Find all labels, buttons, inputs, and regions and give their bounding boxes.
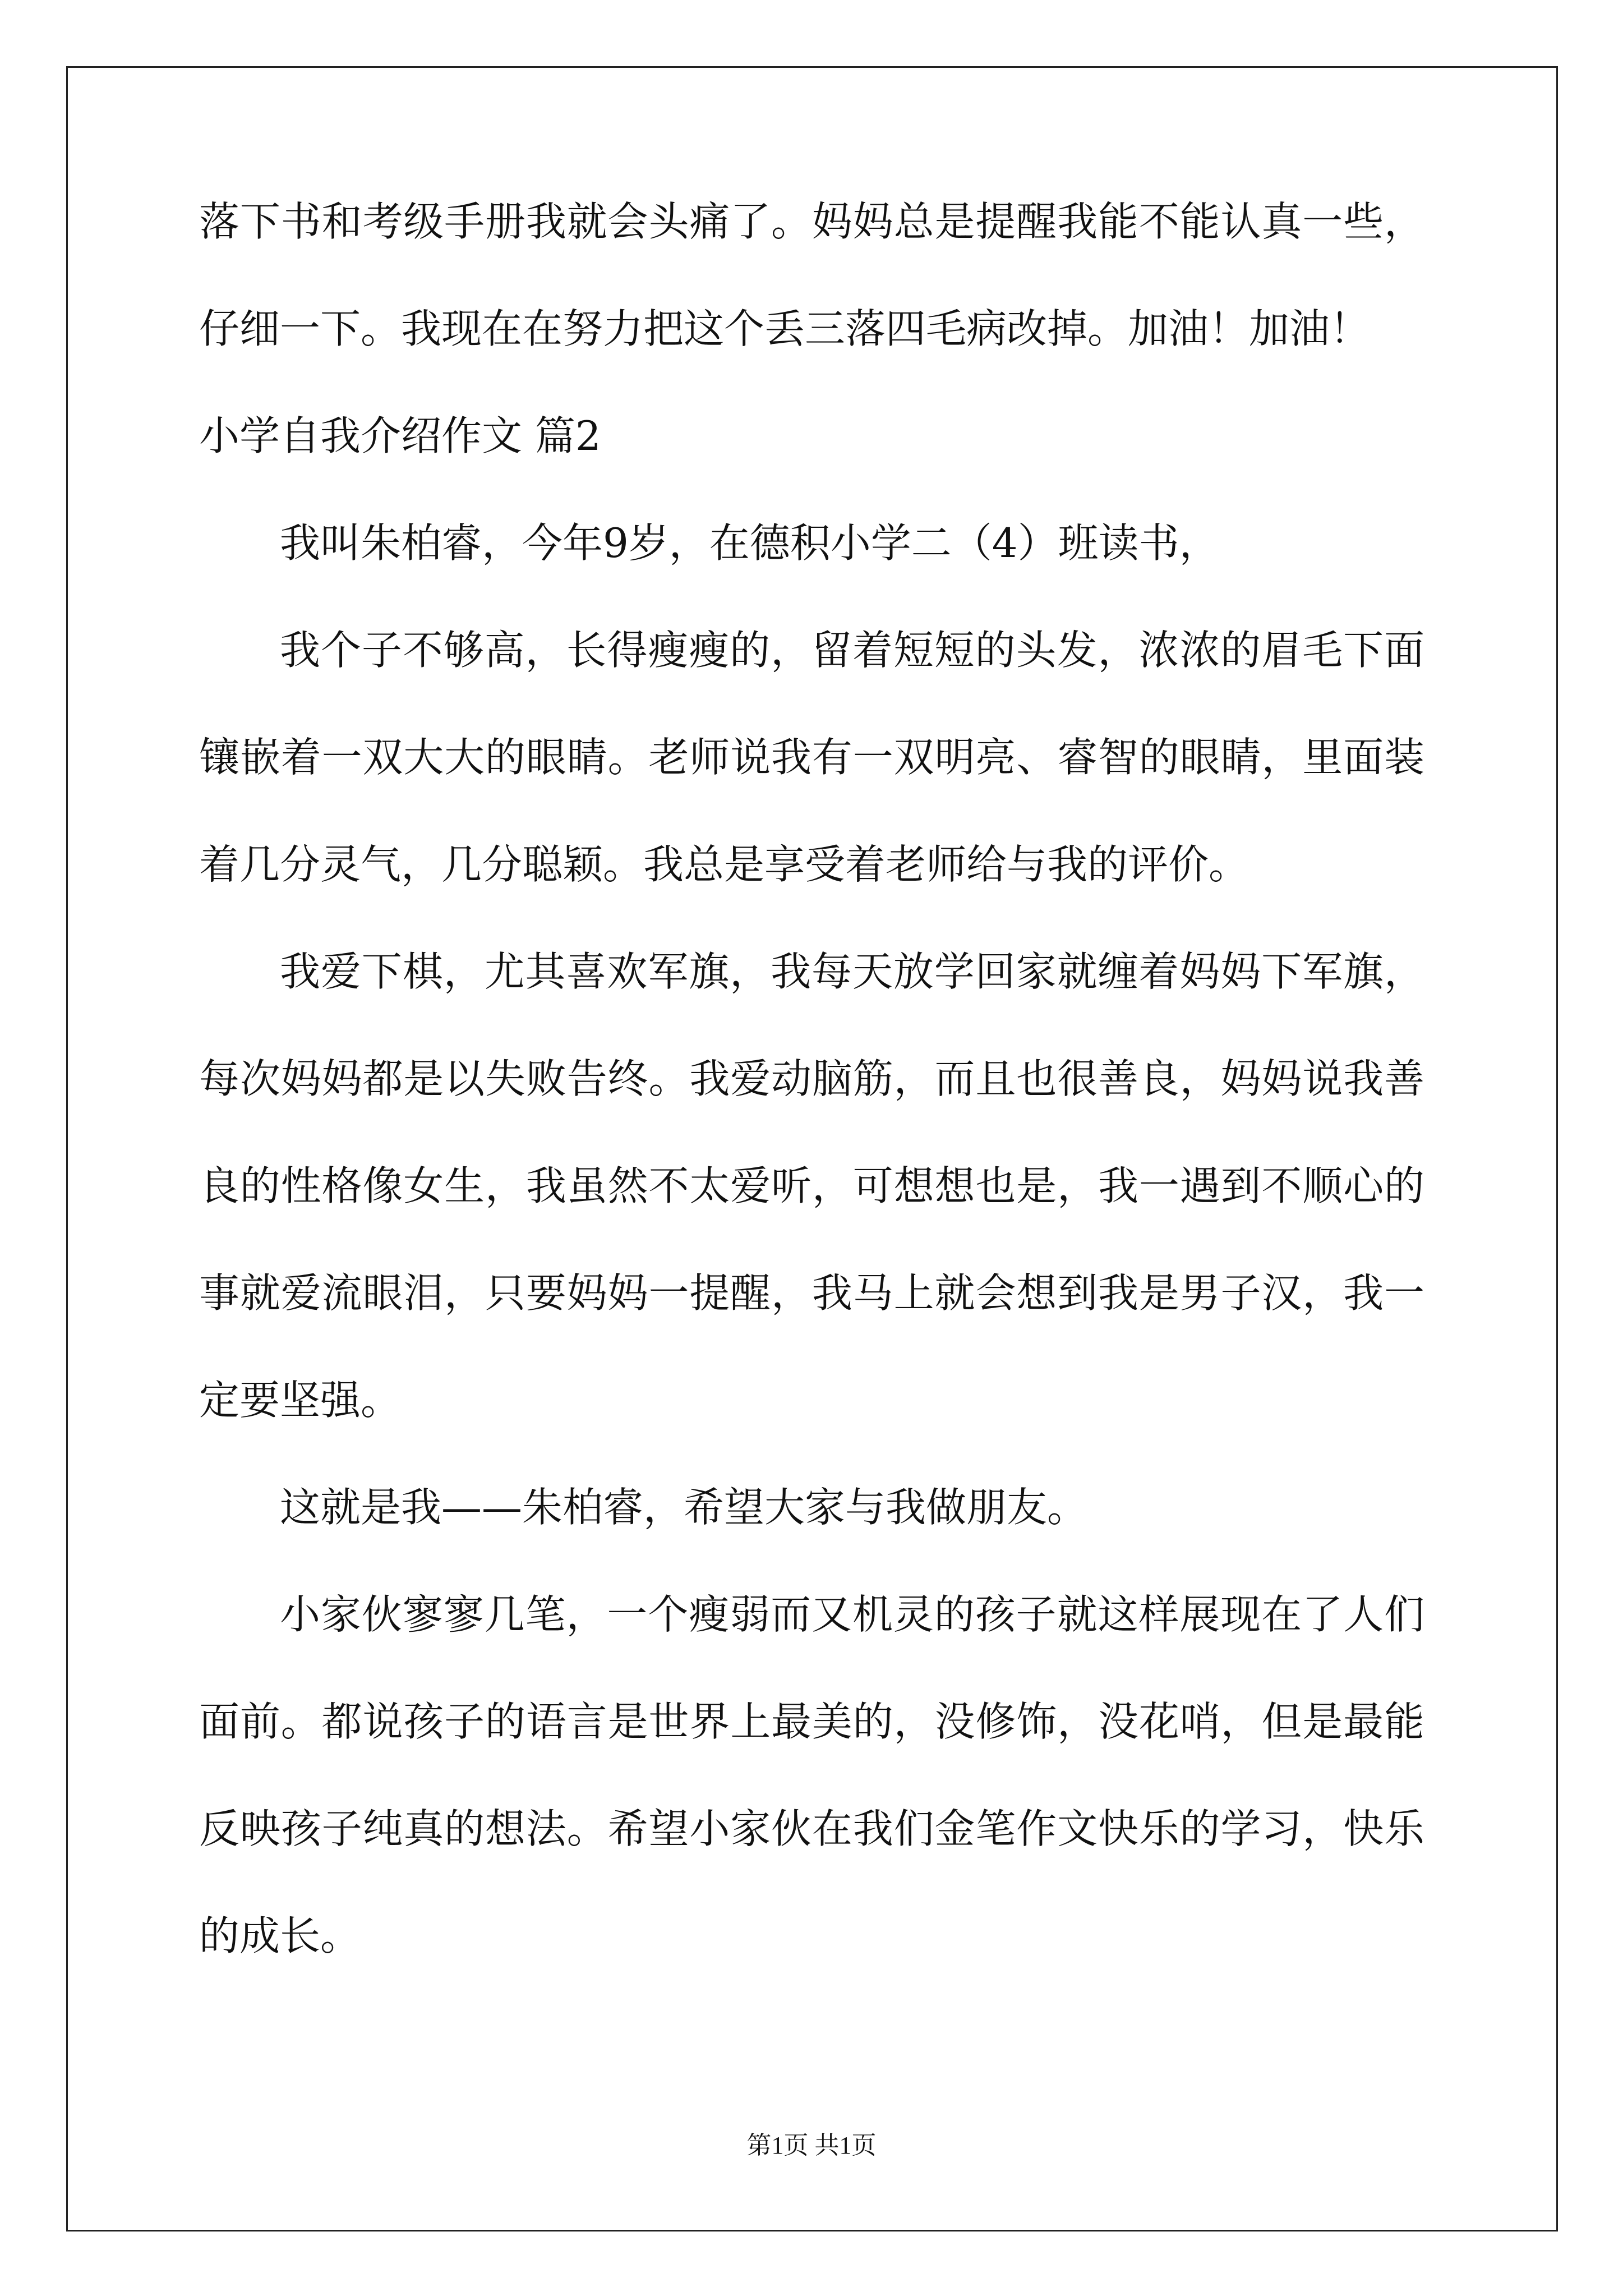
page-number-footer: 第1页 共1页 <box>746 2132 877 2159</box>
paragraph-2: 我个子不够高，长得瘦瘦的，留着短短的头发，浓浓的眉毛下面镶嵌着一双大大的眼睛。老师说我有一双明亮、睿智的眼睛，里面装着几分灵气，几分聪颖。我总是享受着老师给与我的评价。 <box>199 627 1424 888</box>
paragraph-continued: 落下书和考级手册我就会头痛了。妈妈总是提醒我能不能认真一些，仔细一下。我现在在努力把这个丢三落四毛病改掉。加油！加油！ <box>199 198 1424 352</box>
document-body <box>199 168 1424 1990</box>
paragraph-5: 小家伙寥寥几笔，一个瘦弱而又机灵的孩子就这样展现在了人们面前。都说孩子的语言是世界上最美的，没修饰，没花哨，但是最能反映孩子纯真的想法。希望小家伙在我们金笔作文快乐的学习，快乐的成长。 <box>199 1591 1424 1959</box>
paragraph-3: 我爱下棋，尤其喜欢军旗，我每天放学回家就缠着妈妈下军旗，每次妈妈都是以失败告终。我爱动脑筋，而且也很善良，妈妈说我善良的性格像女生，我虽然不太爱听，可想想也是，我一遇到不顺心的事就爱流眼泪，只要妈妈一提醒，我马上就会想到我是男子汉，我一定要坚强。 <box>199 948 1424 1424</box>
section-heading: 小学自我介绍作文 篇2 <box>199 412 601 459</box>
paragraph-1: 我叫朱柏睿，今年9岁，在德积小学二（4）班读书， <box>280 519 1220 567</box>
paragraph-4: 这就是我——朱柏睿，希望大家与我做朋友。 <box>280 1484 1088 1531</box>
